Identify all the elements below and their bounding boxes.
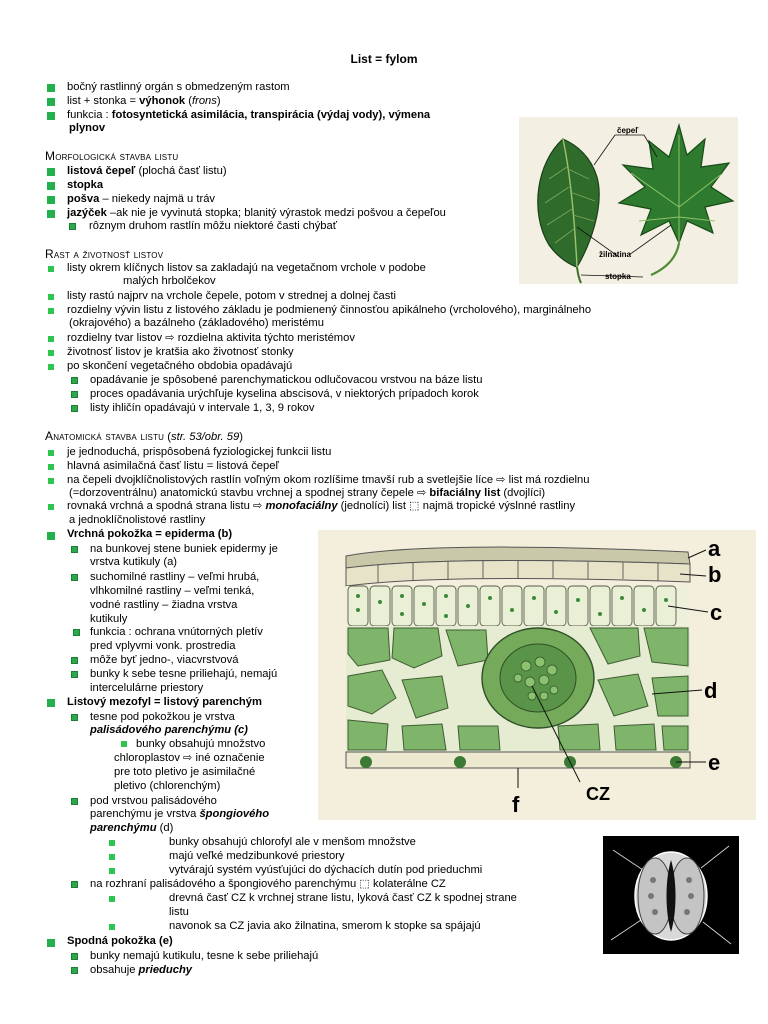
epidermis-item-cont: vlhkomilné rastliny – veľmi tenká, xyxy=(90,585,255,597)
subheading-upper-epidermis: Vrchná pokožka = epiderma (b) xyxy=(67,528,233,540)
bullet-icon xyxy=(47,210,55,218)
section-heading-anatomy: Anatomická stavba listu (str. 53/obr. 59) xyxy=(45,429,243,443)
bullet-icon xyxy=(71,967,78,974)
growth-item: listy rastú najprv na vrchole čepele, potom v strednej a dolnej časti xyxy=(67,290,396,302)
bullet-icon xyxy=(71,714,78,721)
bullet-icon xyxy=(71,953,78,960)
bullet-icon xyxy=(48,294,54,300)
morph-item: pošva – niekedy najmä u tráv xyxy=(67,193,216,205)
mesophyll-subitem: bunky obsahujú chlorofyl ale v menšom množstve xyxy=(169,836,416,848)
mesophyll-subitem: navonok sa CZ javia ako žilnatina, smerom k stopke sa spájajú xyxy=(169,920,481,932)
mesophyll-item-cont: parenchýmu (d) xyxy=(90,822,174,834)
bullet-icon xyxy=(48,464,54,470)
growth-item: rozdielny vývin listu z listového základu je podmienený činnosťou apikálneho (vrcholového), marginálneho xyxy=(67,304,592,316)
bullet-icon xyxy=(48,478,54,484)
growth-subitem: listy ihličín opadávajú v intervale 1, 3, 9 rokov xyxy=(90,402,315,414)
stoma-figure xyxy=(603,836,739,954)
epidermis-item-cont: vrstva kutikuly (a) xyxy=(90,556,178,568)
bullet-icon xyxy=(47,532,55,540)
bullet-icon xyxy=(71,671,78,678)
bullet-icon xyxy=(71,546,78,553)
anat-item-cont: (=dorzoventrálnu) anatomickú stavbu vrchnej a spodnej strany čepele ⇨ bifaciálny list (dvojlíci) xyxy=(69,487,546,499)
label-cepel: čepeľ xyxy=(617,126,639,135)
section-heading-growth: Rast a životnosť listov xyxy=(45,247,164,261)
label-zilnatina: žilnatina xyxy=(599,250,632,259)
bullet-icon xyxy=(109,854,115,860)
intro-line-1: bočný rastlinný orgán s obmedzeným rastom xyxy=(67,81,290,93)
bullet-icon xyxy=(47,168,55,176)
label-f: f xyxy=(512,792,520,817)
mesophyll-subitem-cont: chloroplastov ⇨ iné označenie xyxy=(114,752,265,764)
epidermis-item-cont: vodné rastliny – žiadna vrstva xyxy=(90,599,238,611)
growth-item: listy okrem klíčnych listov sa zakladajú na vegetačnom vrchole v podobe xyxy=(67,262,426,274)
bullet-icon xyxy=(71,574,78,581)
bullet-icon xyxy=(109,924,115,930)
lower-epidermis-item: obsahuje prieduchy xyxy=(90,964,192,976)
anat-item: je jednoduchá, prispôsobená fyziologickej funkcii listu xyxy=(67,446,332,458)
mesophyll-subitem-cont: listu xyxy=(169,906,189,918)
growth-item-cont: malých hrbolčekov xyxy=(123,275,216,287)
subheading-mesophyll: Listový mezofyl = listový parenchým xyxy=(67,696,262,708)
epidermis-item: na bunkovej stene buniek epidermy je xyxy=(90,543,278,555)
growth-subitem: proces opadávania urýchľuje kyselina abscisová, v niektorých prípadoch korok xyxy=(90,388,479,400)
bullet-icon xyxy=(109,896,115,902)
bullet-icon xyxy=(48,308,54,314)
mesophyll-subitem: bunky obsahujú množstvo xyxy=(136,738,266,750)
bullet-icon xyxy=(71,881,78,888)
subheading-lower-epidermis: Spodná pokožka (e) xyxy=(67,935,173,947)
morph-subitem: rôznym druhom rastlín môžu niektoré časti chýbať xyxy=(89,220,337,232)
bullet-icon xyxy=(71,798,78,805)
mesophyll-item: na rozhraní palisádového a špongiového parenchýmu ⬚ kolaterálne CZ xyxy=(90,878,446,890)
epidermis-item-cont: kutikuly xyxy=(90,613,128,625)
bullet-icon xyxy=(47,196,55,204)
epidermis-item-cont: intercelulárne priestory xyxy=(90,682,204,694)
epidermis-item: bunky k sebe tesne priliehajú, nemajú xyxy=(90,668,278,680)
bullet-icon xyxy=(48,364,54,370)
mesophyll-subitem: vytvárajú systém vyúsťujúci do dýchacích dutín pod prieduchmi xyxy=(169,864,483,876)
epidermis-item: suchomilné rastliny – veľmi hrubá, xyxy=(90,571,260,583)
bullet-icon xyxy=(109,868,115,874)
anat-item: hlavná asimilačná časť listu = listová čepeľ xyxy=(67,460,279,472)
bullet-icon xyxy=(47,182,55,190)
growth-item: životnosť listov je kratšia ako životnosť stonky xyxy=(67,346,294,358)
growth-item-cont: (okrajového) a bazálneho (základového) meristému xyxy=(69,317,324,329)
bullet-icon xyxy=(71,657,78,664)
morph-item: listová čepeľ (plochá časť listu) xyxy=(67,165,227,177)
lower-epidermis-item: bunky nemajú kutikulu, tesne k sebe priliehajú xyxy=(90,950,319,962)
label-e: e xyxy=(708,750,721,775)
morph-item: stopka xyxy=(67,179,104,191)
bullet-icon xyxy=(69,223,76,230)
label-stopka: stopka xyxy=(605,272,631,281)
mesophyll-subitem: majú veľké medzibunkové priestory xyxy=(169,850,345,862)
bullet-icon xyxy=(121,741,127,747)
mesophyll-item-cont: parenchýmu je vrstva špongiového xyxy=(90,808,270,820)
label-c: c xyxy=(710,600,723,625)
growth-item: rozdielny tvar listov ⇨ rozdielna aktivita týchto meristémov xyxy=(67,332,355,344)
anat-item-cont: a jednoklíčnolistové rastliny xyxy=(69,514,206,526)
intro-line-3: funkcia : fotosyntetická asimilácia, transpirácia (výdaj vody), výmena xyxy=(67,109,431,121)
bullet-icon xyxy=(47,939,55,947)
page-title: List = fylom xyxy=(350,52,418,66)
mesophyll-item: pod vrstvou palisádového xyxy=(90,795,217,807)
mesophyll-item-cont: palisádového parenchýmu (c) xyxy=(90,724,248,736)
epidermis-item: môže byť jedno-, viacvrstvová xyxy=(90,654,239,666)
bullet-icon xyxy=(71,391,78,398)
morph-item: jazýček –ak nie je vyvinutá stopka; blanitý výrastok medzi pošvou a čepeľou xyxy=(67,207,446,219)
leaf-morphology-figure xyxy=(519,117,738,284)
mesophyll-subitem-cont: pletivo (chlorenchým) xyxy=(114,780,221,792)
leaf-cross-section-figure xyxy=(318,530,756,820)
bullet-icon xyxy=(109,840,115,846)
mesophyll-subitem: drevná časť CZ k vrchnej strane listu, lyková časť CZ k spodnej strane xyxy=(169,892,517,904)
epidermis-item: funkcia : ochrana vnútorných pletív xyxy=(90,626,263,638)
intro-line-3-cont: plynov xyxy=(69,122,106,134)
bullet-icon xyxy=(47,84,55,92)
bullet-icon xyxy=(48,450,54,456)
epidermis-item-cont: pred vplyvmi vonk. prostredia xyxy=(90,640,236,652)
label-d: d xyxy=(704,678,718,703)
mesophyll-item: tesne pod pokožkou je vrstva xyxy=(90,711,235,723)
label-cz: CZ xyxy=(586,784,610,804)
label-b: b xyxy=(708,562,722,587)
bullet-icon xyxy=(71,377,78,384)
bullet-icon xyxy=(48,336,54,342)
bullet-icon xyxy=(73,629,80,636)
bullet-icon xyxy=(48,350,54,356)
intro-line-2: list + stonka = výhonok (frons) xyxy=(67,95,221,107)
anat-item: na čepeli dvojklíčnolistových rastlín voľným okom rozlíšime tmavší rub a svetlejšie líce ⇨ list má rozdielnu xyxy=(67,474,590,486)
mesophyll-subitem-cont: pre toto pletivo je asimilačné xyxy=(114,766,256,778)
bullet-icon xyxy=(47,112,55,120)
section-heading-morphology: Morfologická stavba listu xyxy=(45,149,179,163)
bullet-icon xyxy=(71,405,78,412)
growth-subitem: opadávanie je spôsobené parenchymatickou odlučovacou vrstvou na báze listu xyxy=(90,374,483,386)
bullet-icon xyxy=(48,266,54,272)
bullet-icon xyxy=(47,98,55,106)
bullet-icon xyxy=(48,504,54,510)
label-a: a xyxy=(708,536,721,561)
growth-item: po skončení vegetačného obdobia opadávajú xyxy=(67,360,293,372)
anat-item: rovnaká vrchná a spodná strana listu ⇨ monofaciálny (jednolíci) list ⬚ najmä tropické výslnné rastliny xyxy=(67,500,576,512)
bullet-icon xyxy=(47,699,55,707)
